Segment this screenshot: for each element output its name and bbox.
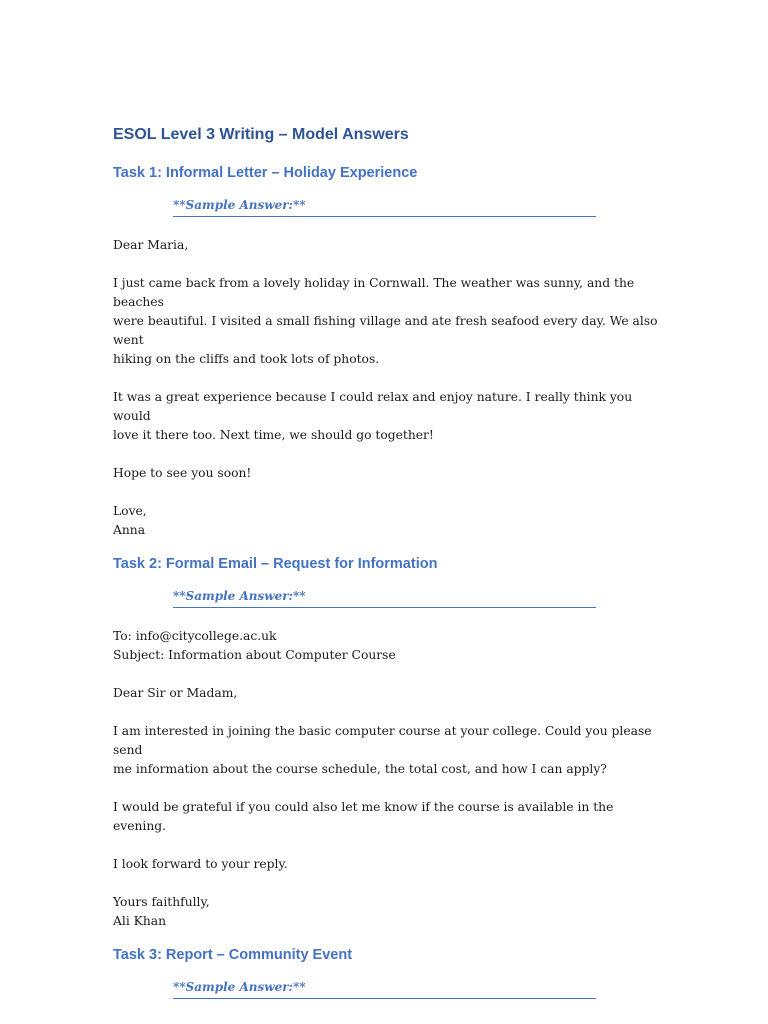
letter-paragraph-1-line-2: were beautiful. I visited a small fishing village and ate fresh seafood every day. We also went xyxy=(113,314,658,347)
email-subject-line: Subject: Information about Computer Course xyxy=(113,648,396,662)
letter-paragraph-1-line-1: I just came back from a lovely holiday in Cornwall. The weather was sunny, and the beaches xyxy=(113,276,635,309)
task-1-letter xyxy=(113,236,658,540)
letter-paragraph-2-line-2: love it there too. Next time, we should go together! xyxy=(113,428,434,442)
email-to-line: To: info@citycollege.ac.uk xyxy=(113,629,277,643)
letter-paragraph-3: Hope to see you soon! xyxy=(113,466,252,480)
task-2-email xyxy=(113,627,658,931)
task-2-sample-label: **Sample Answer:** xyxy=(173,589,306,603)
task-2-section xyxy=(113,554,658,931)
email-paragraph-1-line-1: I am interested in joining the basic computer course at your college. Could you please send xyxy=(113,724,652,757)
letter-signature: Anna xyxy=(113,523,146,537)
task-1-heading: Task 1: Informal Letter – Holiday Experience xyxy=(113,165,418,181)
task-2-sample-label-box xyxy=(173,585,596,608)
task-1-sample-label-box xyxy=(173,194,596,217)
letter-greeting: Dear Maria, xyxy=(113,238,189,252)
email-paragraph-3: I look forward to your reply. xyxy=(113,857,288,871)
task-2-heading: Task 2: Formal Email – Request for Information xyxy=(113,556,438,572)
document-title: ESOL Level 3 Writing – Model Answers xyxy=(113,126,409,143)
letter-paragraph-2-line-1: It was a great experience because I could relax and enjoy nature. I really think you would xyxy=(113,390,633,423)
email-paragraph-2: I would be grateful if you could also let me know if the course is available in the evening. xyxy=(113,800,614,833)
letter-paragraph-1-line-3: hiking on the cliffs and took lots of photos. xyxy=(113,352,380,366)
email-greeting: Dear Sir or Madam, xyxy=(113,686,238,700)
task-1-sample-label: **Sample Answer:** xyxy=(173,198,306,212)
task-3-sample-label: **Sample Answer:** xyxy=(173,980,306,994)
document-page xyxy=(113,124,658,999)
email-paragraph-1-line-2: me information about the course schedule, the total cost, and how I can apply? xyxy=(113,762,607,776)
task-3-sample-label-box xyxy=(173,976,596,999)
task-3-section xyxy=(113,945,658,999)
email-signature: Ali Khan xyxy=(113,914,167,928)
task-1-section xyxy=(113,163,658,540)
email-closing: Yours faithfully, xyxy=(113,895,210,909)
task-3-heading: Task 3: Report – Community Event xyxy=(113,947,353,963)
letter-closing: Love, xyxy=(113,504,147,518)
